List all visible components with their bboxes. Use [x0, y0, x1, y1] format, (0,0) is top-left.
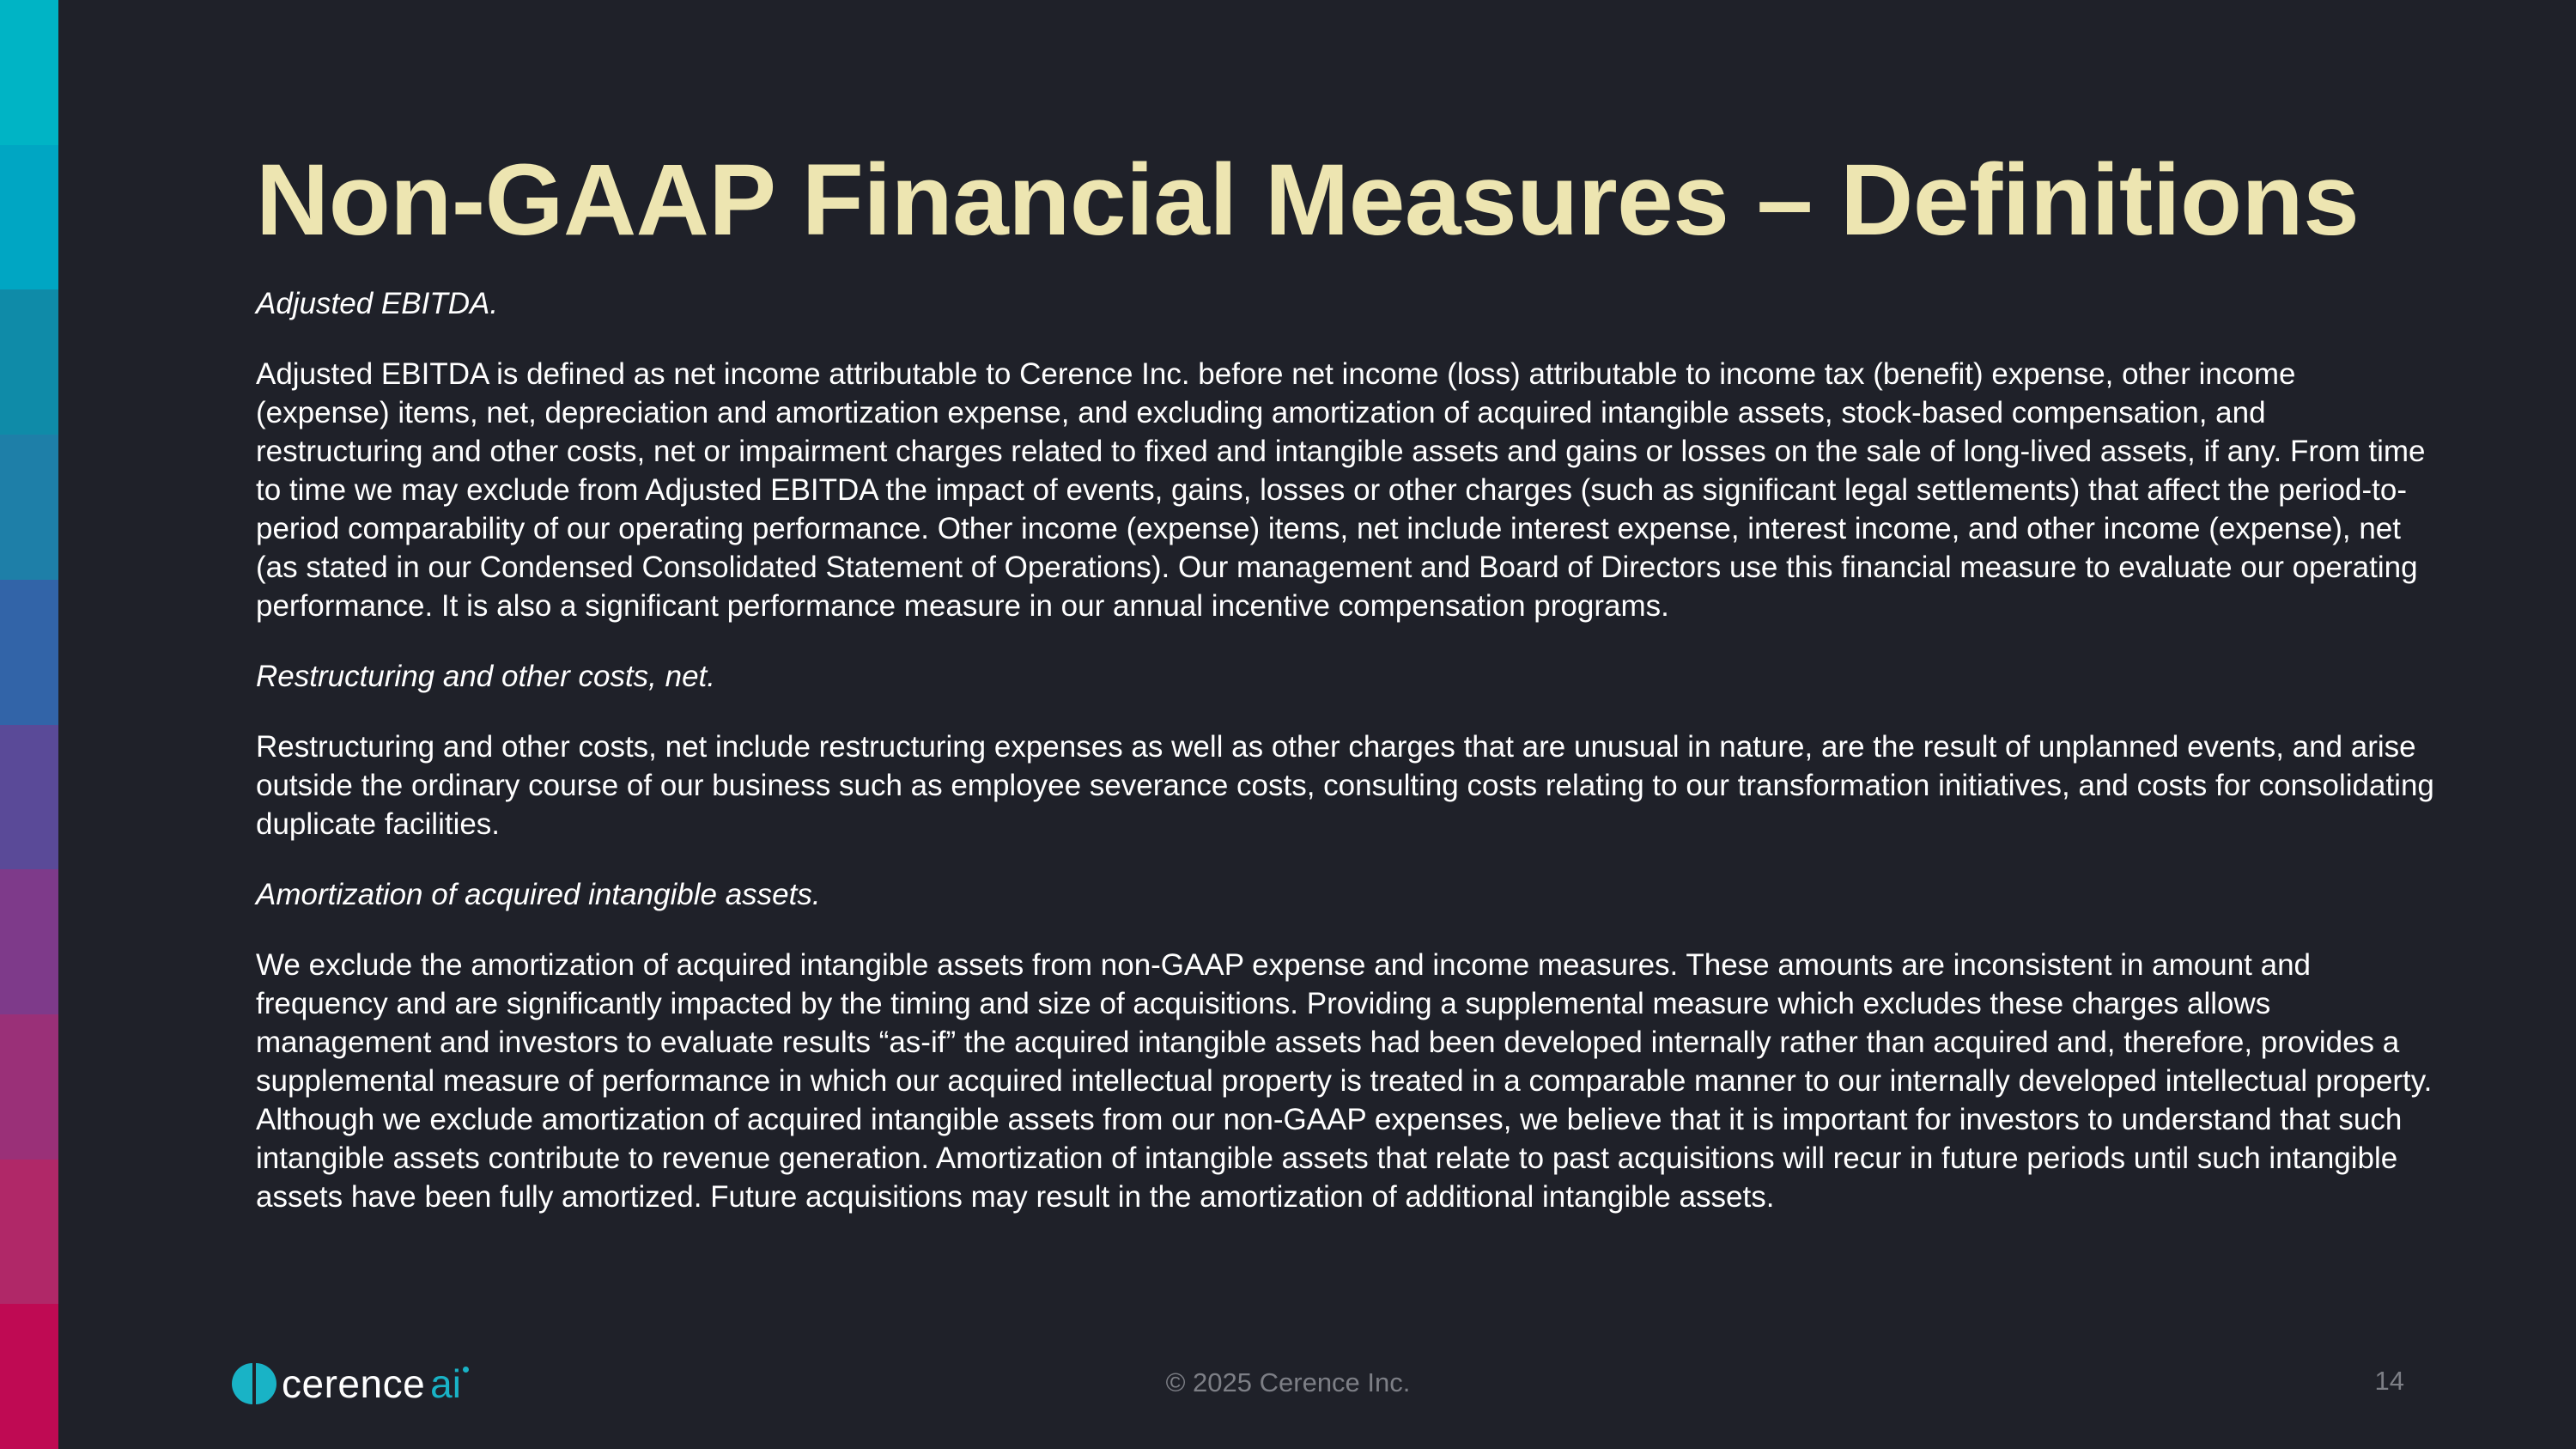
logo-wordmark: cerence [282, 1361, 426, 1406]
side-bar-segment [0, 580, 58, 725]
side-bar-segment [0, 435, 58, 580]
section-body-restructuring: Restructuring and other costs, net include restructuring expenses as well as other charges that are unusual in nature, are the result of unplanned events, and arise outside the ordinary course of our business such as employee severance costs, consulting costs relating to our transformation initiatives, and costs for consolidating duplicate facilities. [256, 730, 2434, 841]
section-body-amortization: We exclude the amortization of acquired intangible assets from non-GAAP expense and income measures. These amounts are inconsistent in amount and frequency and are significantly impacted by the timing and size of acquisitions. Providing a supplemental measure which excludes these charges allows management and investors to evaluate results “as-if” the acquired intangible assets had been developed internally rather than acquired and, therefore, provides a supplemental measure of performance in which our acquired intellectual property is treated in a comparable manner to our internally developed intellectual property. Although we exclude amortization of acquired intangible assets from our non-GAAP expenses, we believe that it is important for investors to understand that such intangible assets contribute to revenue generation. Amortization of intangible assets that relate to past acquisitions will recur in future periods until such intangible assets have been fully amortized. Future acquisitions may result in the amortization of additional intangible assets. [256, 948, 2433, 1214]
side-bar-segment [0, 145, 58, 290]
side-color-bar [0, 0, 58, 1449]
side-bar-segment [0, 1160, 58, 1305]
definitions-content [256, 284, 2437, 1248]
section-heading-amortization: Amortization of acquired intangible assets. [256, 878, 821, 911]
side-bar-segment [0, 289, 58, 435]
section-heading-restructuring: Restructuring and other costs, net. [256, 660, 715, 693]
section-heading-adjusted-ebitda: Adjusted EBITDA. [256, 287, 499, 320]
logo-ai-suffix: ai [430, 1361, 461, 1406]
side-bar-segment [0, 0, 58, 145]
copyright-text: © 2025 Cerence Inc. [1165, 1367, 1411, 1397]
side-bar-segment [0, 869, 58, 1014]
side-bar-segment [0, 725, 58, 870]
slide-title: Non-GAAP Financial Measures – Definitions [256, 143, 2360, 257]
section-body-adjusted-ebitda: Adjusted EBITDA is defined as net income attributable to Cerence Inc. before net income (loss) attributable to income tax (benefit) expense, other income (expense) items, net, depreciation and amortization expense, and excluding amortization of acquired intangible assets, stock-based compensation, and restructuring and other costs, net or impairment charges related to fixed and intangible assets and gains or losses on the sale of long-lived assets, if any. From time to time we may exclude from Adjusted EBITDA the impact of events, gains, losses or other charges (such as significant legal settlements) that affect the period-to-period comparability of our operating performance. Other income (expense) items, net include interest expense, interest income, and other income (expense), net (as stated in our Condensed Consolidated Statement of Operations). Our management and Board of Directors use this financial measure to evaluate our operating performance. It is also a significant performance measure in our annual incentive compensation programs. [256, 357, 2426, 623]
side-bar-segment [0, 1014, 58, 1160]
page-number: 14 [2374, 1366, 2404, 1396]
